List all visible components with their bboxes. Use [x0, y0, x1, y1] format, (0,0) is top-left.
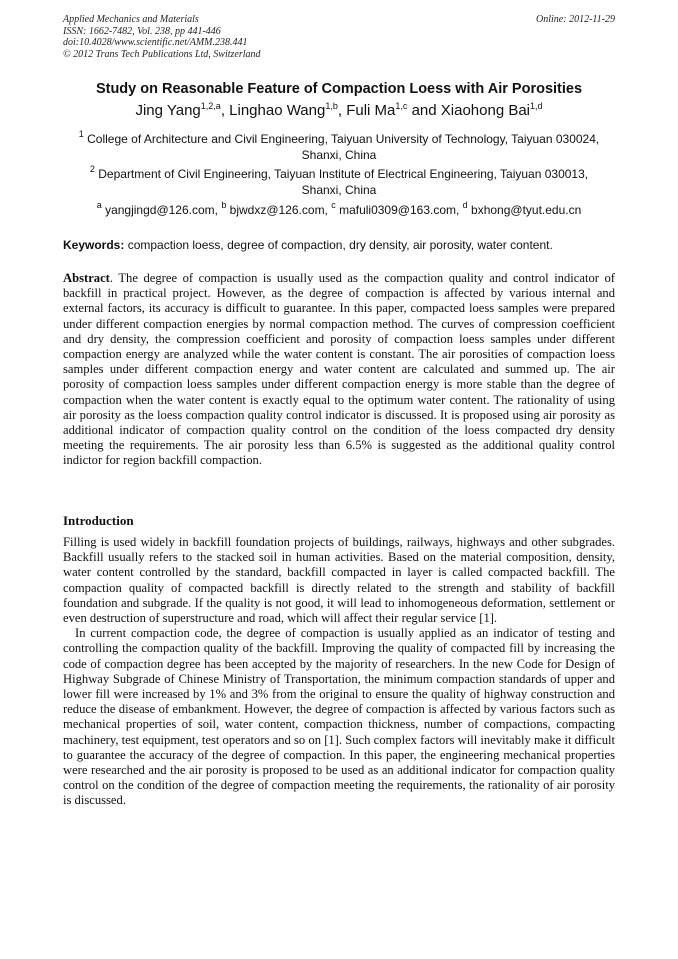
email-address: bjwdxz@126.com,	[229, 203, 332, 217]
affiliation-line: College of Architecture and Civil Engineering, Taiyuan University of Technology, Taiyuan 030024,	[87, 132, 600, 146]
paper-title: Study on Reasonable Feature of Compaction Loess with Air Porosities	[95, 81, 583, 97]
affiliation-number: 2	[89, 164, 95, 174]
email-mark: d	[462, 200, 468, 210]
author-name: Fuli Ma	[346, 102, 396, 119]
affiliation-line: Department of Civil Engineering, Taiyuan Institute of Electrical Engineering, Taiyuan 030013,	[98, 167, 589, 181]
abstract-label: Abstract	[63, 271, 110, 285]
author-affiliation-mark: 1,b	[325, 101, 338, 111]
email-mark: c	[331, 200, 336, 210]
online-date: Online: 2012-11-29	[536, 14, 615, 25]
author-emails	[30, 202, 648, 218]
issn-line: ISSN: 1662-7482, Vol. 238, pp 441-446	[63, 25, 221, 37]
affiliation-number: 1	[78, 129, 84, 139]
journal-name: Applied Mechanics and Materials	[63, 14, 199, 25]
section-heading-introduction: Introduction	[63, 513, 134, 528]
author-separator: ,	[220, 102, 230, 119]
doi-line: doi:10.4028/www.scientific.net/AMM.238.441	[63, 37, 248, 48]
journal-header	[63, 14, 615, 60]
paragraph: Filling is used widely in backfill foundation projects of buildings, railways, highways and other subgrades. Backfill usually refers to the stacked soil in human activities. Based on the material composition, density, water content controlled by the standard, backfill compacted in layer is called compacted backfill. The compaction quality of compacted backfill is directly related to the strength and stability of backfill foundation and subgrade. If the quality is not good, it will lead to inhomogeneous deformation, settlement or even destruction of superstructure and road, which will affect their regular service [1].	[63, 535, 615, 626]
email-mark: a	[96, 200, 102, 210]
affiliation-line: Shanxi, China	[301, 148, 377, 162]
author-name: Xiaohong Bai	[440, 102, 531, 119]
keywords	[63, 237, 623, 253]
email-address: bxhong@tyut.edu.cn	[471, 203, 582, 217]
email-address: yangjingd@126.com,	[105, 203, 222, 217]
paragraph: In current compaction code, the degree of compaction is usually applied as an indicator of testing and controlling the compaction quality of the backfill. Improving the quality of compacted fill by increasing the code of compaction degree has been accepted by the majority of researchers. In the new Code for Design of Highway Subgrade of Chinese Ministry of Transportation, the minimum compaction standards of upper and lower fill were increased by 1% and 3% from the original to ensure the quality of highway construction and reduce the disease of embankment. However, the degree of compaction is affected by various factors such as mechanical properties of soil, water content, compaction thickness, number of compactions, compacting machinery, test equipment, test operators and so on [1]. Such complex factors will inevitably make it difficult to guarantee the accuracy of the degree of compaction. In this paper, the engineering mechanical properties were researched and the air porosity is proposed to be used as an additional indicator for compaction quality control on the condition of the degree of compaction meeting the requirements, the rationality of air porosity is discussed.	[63, 626, 615, 808]
email-mark: b	[221, 200, 227, 210]
author-separator: ,	[337, 102, 347, 119]
affiliation-line: Shanxi, China	[301, 183, 377, 197]
author-name: Jing Yang	[135, 102, 201, 119]
abstract	[63, 271, 615, 469]
author-affiliation-mark: 1,d	[530, 101, 543, 111]
keywords-label: Keywords:	[63, 238, 125, 252]
abstract-text: . The degree of compaction is usually used as the compaction quality and control indicator of backfill in practical project. However, as the degree of compaction is affected by various internal and external factors, its accuracy is difficult to guarantee. In this paper, compacted loess samples were prepared under different compaction energies by normal compaction method. The curves of compression coefficient and dry density, the compression coefficient and porosity of compaction loess samples under different compaction energy are analyzed while the water content is constant. The air porosities of compaction loess samples under different compaction energy and water content are calculated and summed up. The air porosity of compaction loess samples under different compaction energy is more stable than the degree of compaction when the water content is exactly equal to the optimum water content. The rationality of using air porosity as the loess compaction quality control indicator is discussed. It is proposed using air porosity as additional indicator of compaction quality control on the condition of the loess compacted dry density meeting the requirements. The air porosity less than 6.5% is suggested as the additional quality control indictor for region backfill compaction.	[63, 271, 615, 468]
author-separator: and	[407, 102, 441, 119]
affiliation-2	[40, 166, 638, 198]
author-affiliation-mark: 1,2,a	[200, 101, 221, 111]
author-affiliation-mark: 1,c	[395, 101, 408, 111]
email-address: mafuli0309@163.com,	[339, 203, 463, 217]
author-name: Linghao Wang	[229, 102, 326, 119]
author-list	[30, 101, 648, 121]
introduction-body	[63, 535, 615, 809]
keywords-text: compaction loess, degree of compaction, dry density, air porosity, water content.	[124, 238, 553, 252]
copyright-line: © 2012 Trans Tech Publications Ltd, Switzerland	[63, 48, 261, 60]
affiliation-1	[40, 131, 638, 163]
